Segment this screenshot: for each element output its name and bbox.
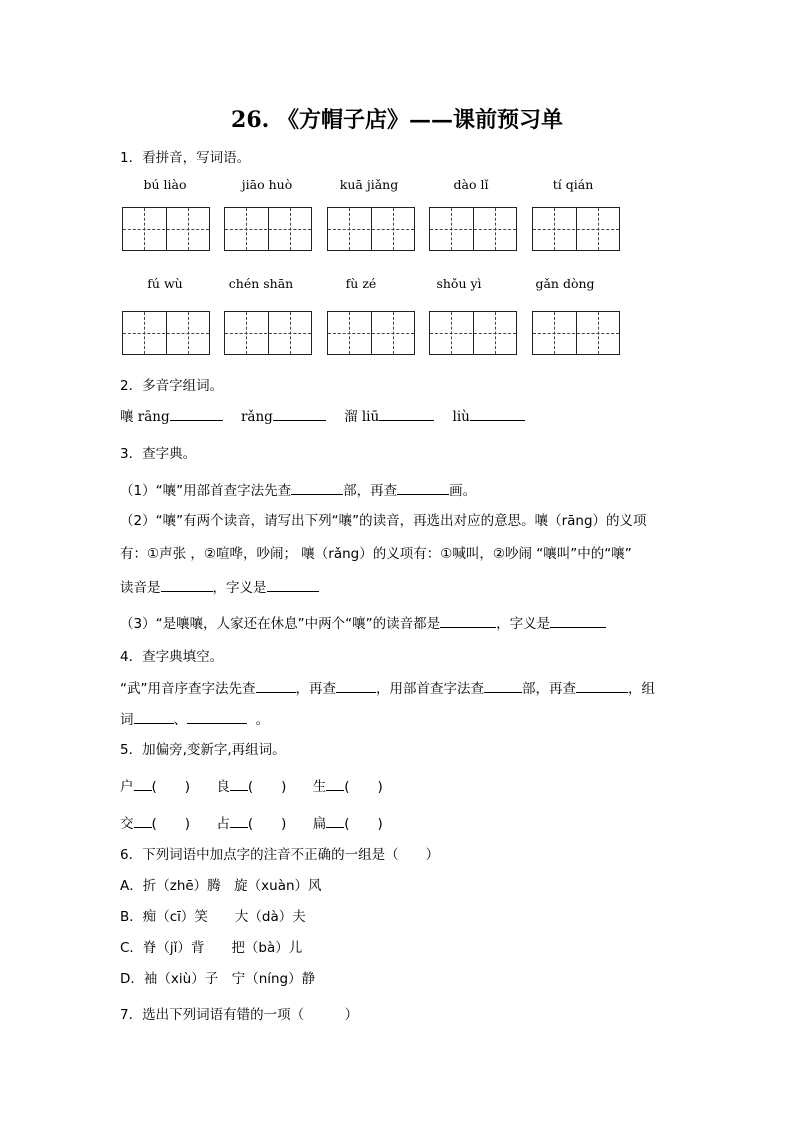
pinyin-label: fù zé	[345, 276, 377, 291]
q5-heading: 5．加偏旁,变新字,再组词。	[120, 742, 286, 758]
q4-line1	[120, 677, 655, 697]
answer-blank[interactable]	[576, 679, 628, 693]
answer-blank[interactable]	[267, 578, 319, 592]
pinyin-label: tí qián	[552, 177, 594, 192]
paren: )	[184, 779, 191, 795]
text: 词	[120, 712, 134, 728]
answer-blank[interactable]	[326, 814, 344, 828]
answer-blank[interactable]	[230, 777, 248, 791]
radical-char: 生	[312, 779, 327, 795]
answer-blank[interactable]	[291, 481, 343, 495]
q3-sub3	[120, 612, 606, 632]
writing-grid[interactable]	[224, 207, 312, 251]
text: ，字义是	[212, 580, 267, 596]
answer-blank[interactable]	[397, 481, 449, 495]
answer-blank[interactable]	[440, 614, 496, 628]
paren: )	[184, 816, 191, 832]
answer-blank[interactable]	[550, 614, 606, 628]
answer-blank[interactable]	[273, 407, 326, 421]
pinyin-row-1	[120, 177, 640, 195]
text: 画。	[449, 483, 477, 499]
answer-blank[interactable]	[230, 814, 248, 828]
answer-blank[interactable]	[379, 407, 434, 421]
paren: (	[247, 779, 254, 795]
page-title: 26. 《方帽子店》——课前预习单	[231, 107, 563, 133]
pinyin-label: fú wù	[147, 276, 183, 291]
text: （1）“嚷”用部首查字法先查	[120, 483, 292, 499]
polyphone-item: rǎng	[240, 409, 273, 425]
paren: )	[377, 779, 383, 795]
writing-grid[interactable]	[429, 311, 517, 355]
writing-grid[interactable]	[327, 207, 415, 251]
text: 部，再查	[343, 483, 398, 499]
polyphone-item: 嚷 rāng	[120, 409, 170, 425]
pinyin-label: dào lǐ	[453, 177, 489, 192]
answer-blank[interactable]	[134, 777, 152, 791]
paren: (	[151, 816, 157, 832]
q2-answer-line	[120, 405, 525, 425]
q4-heading: 4．查字典填空。	[120, 649, 224, 665]
q3-sub2-line1: （2）“嚷”有两个读音，请写出下列“嚷”的读音，再选出对应的意思。嚷（rāng）的义项	[120, 513, 647, 529]
q5-row2	[120, 812, 383, 832]
writing-grid[interactable]	[532, 207, 620, 251]
writing-grid[interactable]	[122, 311, 210, 355]
answer-blank[interactable]	[187, 710, 247, 724]
answer-blank[interactable]	[134, 710, 174, 724]
q6-option-d[interactable]: D．袖（xiù）子 宁（níng）静	[120, 971, 316, 987]
answer-blank[interactable]	[484, 679, 522, 693]
q1-heading: 1．看拼音，写词语。	[120, 150, 251, 166]
pinyin-label: kuā jiǎng	[339, 177, 399, 192]
q3-sub2-line2: 有：①声张 ，②喧哗，吵闹； 嚷（rǎng）的义项有：①喊叫，②吵闹 “嚷叫”中的“嚷”	[120, 546, 632, 562]
polyphone-item: 溜 liū	[344, 409, 380, 425]
q5-row1	[120, 775, 383, 795]
paren: (	[247, 816, 254, 832]
answer-blank[interactable]	[326, 777, 344, 791]
text: ，再查	[295, 681, 336, 697]
q7-heading: 7．选出下列词语有错的一项（ ）	[120, 1007, 359, 1023]
radical-char: 户	[120, 779, 134, 795]
radical-char: 交	[120, 816, 134, 832]
q3-sub1	[120, 479, 476, 499]
polyphone-item: liù	[452, 409, 470, 425]
pinyin-label: jiāo huò	[241, 177, 293, 192]
answer-blank[interactable]	[170, 407, 223, 421]
q3-sub2-line3	[120, 576, 319, 596]
paren: )	[281, 779, 287, 795]
text: 、	[173, 712, 187, 728]
q4-line2	[120, 708, 269, 728]
text: 。	[255, 712, 270, 728]
writing-grid[interactable]	[429, 207, 517, 251]
radical-char: 占	[216, 816, 230, 832]
answer-blank[interactable]	[336, 679, 376, 693]
pinyin-label: bú liào	[143, 177, 187, 192]
text: 部，再查	[522, 681, 576, 697]
q6-option-c[interactable]: C．脊（jǐ）背 把（bà）儿	[120, 940, 303, 956]
paren: )	[377, 816, 383, 832]
answer-blank[interactable]	[134, 814, 152, 828]
text: “武”用音序查字法先查	[120, 681, 256, 697]
writing-grid[interactable]	[122, 207, 210, 251]
pinyin-row-2	[120, 276, 640, 294]
pinyin-label: shǒu yì	[436, 276, 482, 291]
writing-grid[interactable]	[327, 311, 415, 355]
q6-option-b[interactable]: B．痴（cī）笑 大（dà）夫	[120, 909, 306, 925]
pinyin-label: chén shān	[228, 276, 294, 291]
text: ，字义是	[496, 616, 551, 632]
paren: (	[344, 816, 350, 832]
paren: (	[344, 779, 350, 795]
q2-heading: 2．多音字组词。	[120, 378, 224, 394]
text: ，用部首查字法查	[376, 681, 484, 697]
q6-option-a[interactable]: A．折（zhē）腾 旋（xuàn）风	[120, 878, 322, 894]
answer-blank[interactable]	[161, 578, 213, 592]
radical-char: 良	[216, 779, 230, 795]
radical-char: 扁	[312, 816, 327, 832]
answer-blank[interactable]	[470, 407, 525, 421]
pinyin-label: gǎn dòng	[535, 276, 595, 291]
q3-heading: 3．查字典。	[120, 446, 197, 462]
text: （3）“是嚷嚷，人家还在休息”中两个“嚷”的读音都是	[120, 616, 441, 632]
paren: )	[281, 816, 287, 832]
writing-grid[interactable]	[224, 311, 312, 355]
q6-heading: 6．下列词语中加点字的注音不正确的一组是（ ）	[120, 847, 440, 863]
text: 读音是	[120, 580, 161, 596]
paren: (	[151, 779, 157, 795]
writing-grid[interactable]	[532, 311, 620, 355]
text: ，组	[628, 681, 655, 697]
answer-blank[interactable]	[256, 679, 296, 693]
